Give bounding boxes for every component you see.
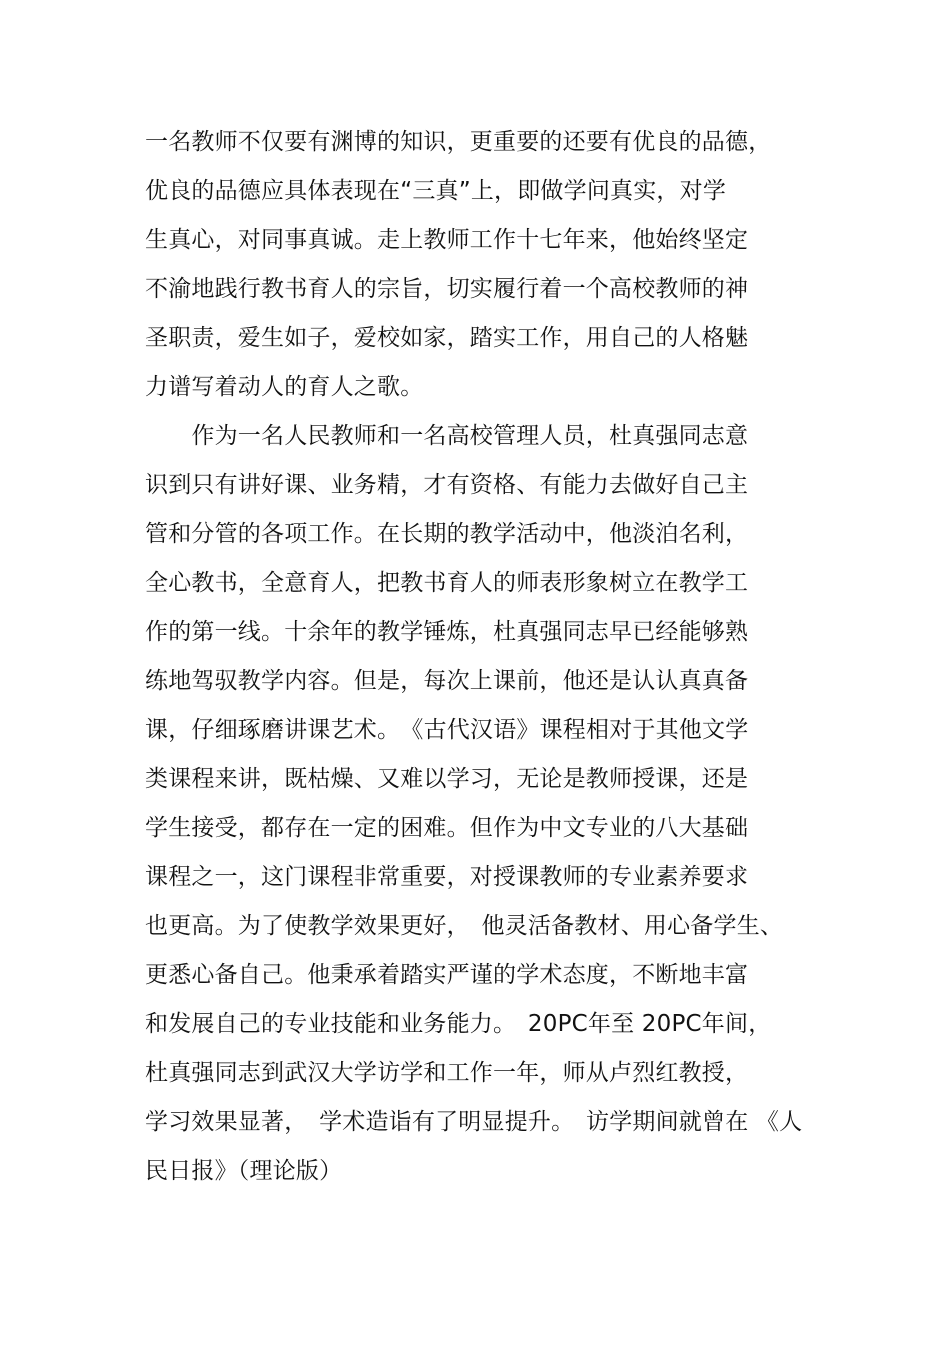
text-line: 识到只有讲好课、业务精，才有资格、有能力去做好自己主 bbox=[145, 472, 749, 498]
text-line: 生真心，对同事真诚。走上教师工作十七年来，他始终坚定 bbox=[145, 227, 749, 253]
body-text bbox=[145, 118, 845, 1196]
text-line: 不渝地践行教书育人的宗旨，切实履行着一个高校教师的神 bbox=[145, 276, 749, 302]
text-line: 一名教师不仅要有渊博的知识，更重要的还要有优良的品德， bbox=[145, 129, 772, 155]
text-line: 也更高。为了使教学效果更好， 他灵活备教材、用心备学生、 bbox=[145, 913, 784, 939]
text-line: 圣职责，爱生如子，爱校如家，踏实工作，用自己的人格魅 bbox=[145, 325, 749, 351]
text-line: 全心教书，全意育人，把教书育人的师表形象树立在教学工 bbox=[145, 570, 749, 596]
text-line: 力谱写着动人的育人之歌。 bbox=[145, 374, 424, 400]
text-line: 课程之一，这门课程非常重要，对授课教师的专业素养要求 bbox=[145, 864, 749, 890]
text-line: 学生接受，都存在一定的困难。但作为中文专业的八大基础 bbox=[145, 815, 749, 841]
text-line: 管和分管的各项工作。在长期的教学活动中，他淡泊名利， bbox=[145, 521, 749, 547]
text-line: 优良的品德应具体表现在“三真”上，即做学问真实，对学 bbox=[145, 178, 727, 204]
text-line: 更悉心备自己。他秉承着踏实严谨的学术态度，不断地丰富 bbox=[145, 962, 749, 988]
text-line: 民日报》（理论版） bbox=[145, 1158, 343, 1184]
text-line: 练地驾驭教学内容。但是，每次上课前，他还是认认真真备 bbox=[145, 668, 749, 694]
text-line: 作的第一线。十余年的教学锤炼，杜真强同志早已经能够熟 bbox=[145, 619, 749, 645]
text-line: 杜真强同志到武汉大学访学和工作一年，师从卢烈红教授， bbox=[145, 1060, 749, 1086]
text-line: 和发展自己的专业技能和业务能力。 20PC年至 20PC年间， bbox=[145, 1011, 772, 1037]
text-line: 课，仔细琢磨讲课艺术。 《古代汉语》课程相对于其他文学 bbox=[145, 717, 749, 743]
text-line: 作为一名人民教师和一名高校管理人员，杜真强同志意 bbox=[145, 423, 749, 449]
text-line: 类课程来讲，既枯燥、又难以学习，无论是教师授课，还是 bbox=[145, 766, 749, 792]
text-line: 学习效果显著， 学术造诣有了明显提升。 访学期间就曾在 《人 bbox=[145, 1109, 803, 1135]
